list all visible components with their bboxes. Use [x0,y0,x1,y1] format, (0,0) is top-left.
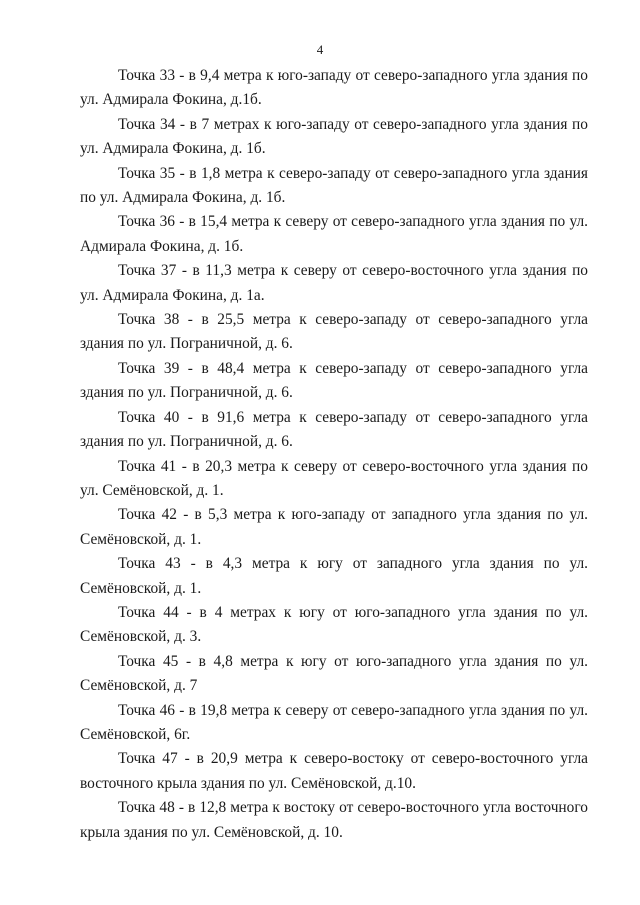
document-body [80,64,588,845]
paragraph-point-46: Точка 46 - в 19,8 метра к северу от северо-западного угла здания по ул. Семёновской, 6г. [80,701,588,743]
paragraph-point-34: Точка 34 - в 7 метрах к юго-западу от северо-западного угла здания по ул. Адмирала Фокина, д. 1б. [80,115,588,158]
paragraph-point-35: Точка 35 - в 1,8 метра к северо-западу от северо-западного угла здания по ул. Адмирала Фокина, д. 1б. [80,164,588,207]
paragraph-point-45: Точка 45 - в 4,8 метра к югу от юго-западного угла здания по ул. Семёновской, д. 7 [80,652,588,695]
paragraph-point-47: Точка 47 - в 20,9 метра к северо-востоку от северо-восточного угла восточного крыла здания по ул. Семёновской, д.10. [80,750,588,792]
paragraph-point-43: Точка 43 - в 4,3 метра к югу от западного угла здания по ул. Семёновской, д. 1. [80,555,588,597]
paragraph-point-40: Точка 40 - в 91,6 метра к северо-западу от северо-западного угла здания по ул. Пограничной, д. 6. [80,408,588,451]
paragraph-point-48: Точка 48 - в 12,8 метра к востоку от северо-восточного угла восточного крыла здания по ул. Семёновской, д. 10. [80,799,588,841]
paragraph-point-36: Точка 36 - в 15,4 метра к северу от северо-западного угла здания по ул. Адмирала Фокина, д. 1б. [80,213,588,255]
paragraph-point-39: Точка 39 - в 48,4 метра к северо-западу от северо-западного угла здания по ул. Пограничной, д. 6. [80,359,588,402]
paragraph-point-37: Точка 37 - в 11,3 метра к северу от северо-восточного угла здания по ул. Адмирала Фокина, д. 1а. [80,262,588,304]
paragraph-point-42: Точка 42 - в 5,3 метра к юго-западу от западного угла здания по ул. Семёновской, д. 1. [80,506,588,548]
paragraph-point-44: Точка 44 - в 4 метрах к югу от юго-западного угла здания по ул. Семёновской, д. 3. [80,603,588,646]
paragraph-point-41: Точка 41 - в 20,3 метра к северу от северо-восточного угла здания по ул. Семёновской, д. 1. [80,457,588,499]
page-number: 4 [316,42,324,57]
paragraph-point-38: Точка 38 - в 25,5 метра к северо-западу от северо-западного угла здания по ул. Пограничной, д. 6. [80,311,588,353]
paragraph-point-33: Точка 33 - в 9,4 метра к юго-западу от северо-западного угла здания по ул. Адмирала Фокина, д.1б. [80,67,588,109]
